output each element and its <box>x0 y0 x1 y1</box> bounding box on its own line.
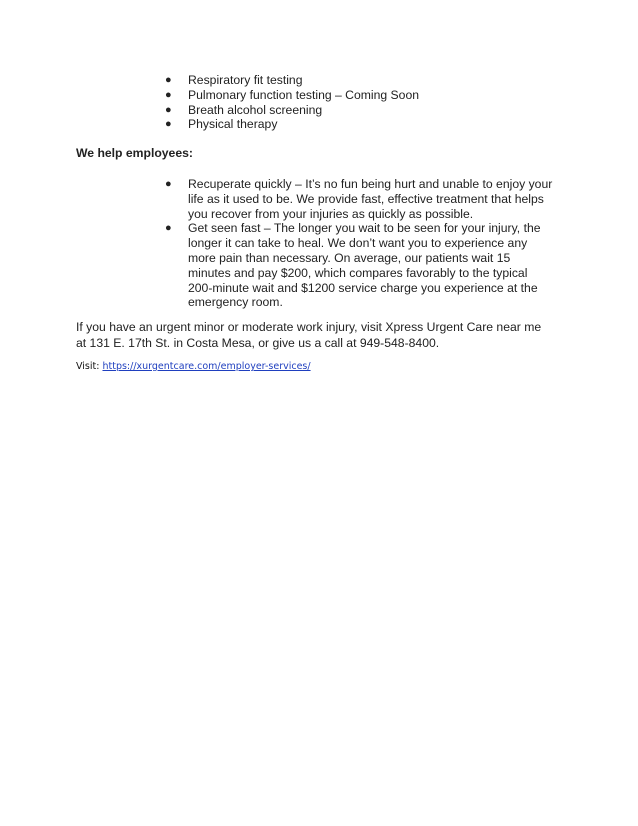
list-item-line: minutes and pay $200, which compares favorably to the typical <box>188 265 528 280</box>
list-item-line: you recover from your injuries as quickly as possible. <box>188 206 474 221</box>
list-item-line: Get seen fast – The longer you wait to be seen for your injury, the <box>188 221 541 236</box>
list-item-line: life as it used to be. We provide fast, effective treatment that helps <box>188 191 544 206</box>
employer-services-link[interactable]: https://xurgentcare.com/employer-services/ <box>102 361 311 372</box>
list-item <box>165 88 565 103</box>
list-item <box>165 73 565 88</box>
bullet-icon: ● <box>165 74 172 86</box>
list-item <box>165 221 565 310</box>
contact-paragraph <box>76 320 576 351</box>
list-item-line: Recuperate quickly – It’s no fun being hurt and unable to enjoy your <box>188 177 553 191</box>
paragraph-line: at 131 E. 17th St. in Costa Mesa, or give us a call at 949-548-8400. <box>76 335 440 350</box>
bullet-icon: ● <box>165 103 172 116</box>
visit-line <box>76 361 311 373</box>
list-item-text: Pulmonary function testing – Coming Soon <box>188 87 420 102</box>
list-item-line: longer it can take to heal. We don’t want you to experience any <box>188 236 528 251</box>
employees-list <box>165 177 565 310</box>
employees-heading: We help employees: <box>76 146 193 160</box>
bullet-icon: ● <box>165 118 172 131</box>
list-item <box>165 103 565 118</box>
bullet-icon: ● <box>165 222 172 235</box>
paragraph-line: If you have an urgent minor or moderate work injury, visit Xpress Urgent Care near me <box>76 320 542 334</box>
list-item <box>165 117 565 132</box>
visit-label: Visit: <box>76 361 103 372</box>
services-list <box>165 73 565 132</box>
list-item-line: 200-minute wait and $1200 service charge you experience at the <box>188 280 538 295</box>
list-item-text: Physical therapy <box>188 117 278 132</box>
list-item-text: Breath alcohol screening <box>188 102 323 117</box>
bullet-icon: ● <box>165 178 172 190</box>
bullet-icon: ● <box>165 88 172 101</box>
list-item-text: Respiratory fit testing <box>188 73 303 87</box>
list-item-line: emergency room. <box>188 295 283 310</box>
list-item <box>165 177 565 221</box>
list-item-line: more pain than necessary. On average, our patients wait 15 <box>188 250 511 265</box>
